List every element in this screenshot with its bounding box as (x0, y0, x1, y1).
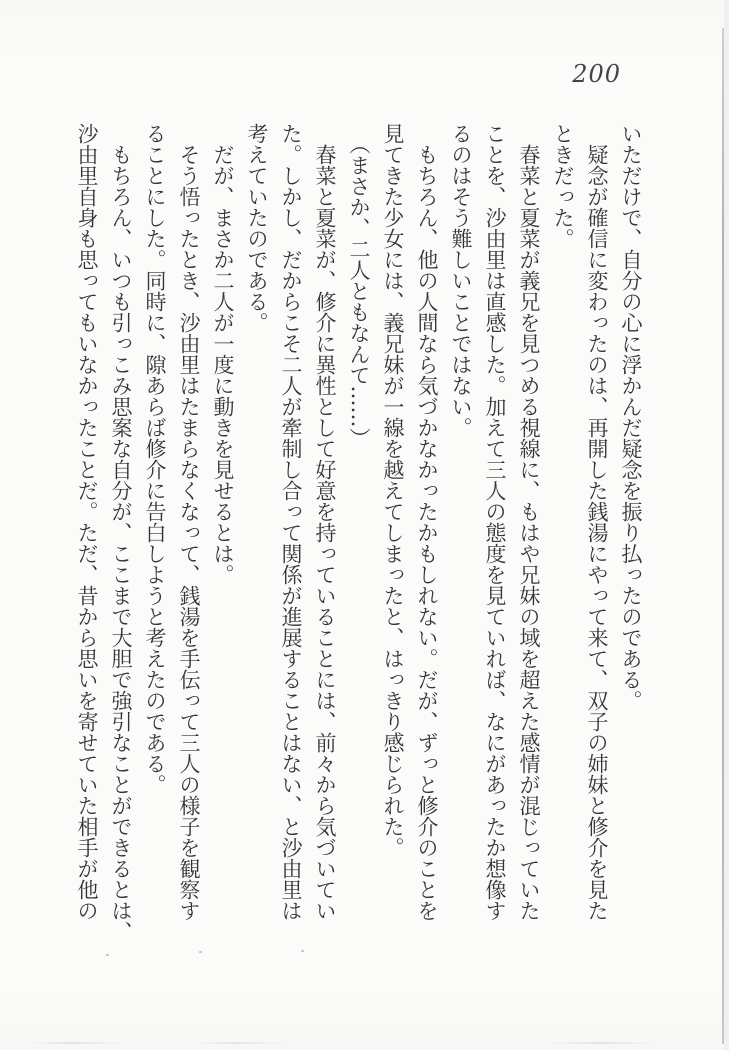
page-gutter-line (722, 28, 724, 1044)
scan-dust-speck (106, 954, 109, 956)
text-line: ときだった。 (551, 123, 575, 249)
text-line: 沙由里自身も思ってもいなかったことだ。ただ、昔から思いを寄せていた相手が他の (75, 123, 99, 921)
page-bottom-edge-shadow (30, 1042, 710, 1044)
text-line: 春菜と夏菜が、修介に異性として好意を持っていることには、前々から気づいてい (313, 123, 337, 921)
scan-dust-speck (301, 950, 304, 952)
text-line: た。しかし、だからこそ二人が牽制し合って関係が進展することはない、と沙由里は (279, 123, 303, 921)
text-line: 春菜と夏菜が義兄を見つめる視線に、もはや兄妹の域を超えた感情が混じっていた (517, 123, 541, 921)
text-line: いただけで、自分の心に浮かんだ疑念を振り払ったのである。 (619, 123, 643, 711)
text-line: るのはそう難しいことではない。 (449, 123, 473, 438)
text-line: 見てきた少女には、義兄妹が一線を越えてしまったと、はっきり感じられた。 (381, 123, 405, 858)
text-line: だが、まさか二人が一度に動きを見せるとは。 (211, 123, 235, 585)
text-line: もちろん、他の人間なら気づかなかったかもしれない。だが、ずっと修介のことを (415, 123, 439, 921)
text-line: もちろん、いつも引っこみ思案な自分が、ここまで大胆で強引なことができるとは、 (109, 123, 133, 942)
page-gutter-shading (724, 0, 729, 1050)
scan-dust-speck (199, 951, 202, 953)
text-line: 考えていたのである。 (245, 123, 269, 333)
text-line: そう悟ったとき、沙由里はたまらなくなって、銭湯を手伝って三人の様子を観察す (177, 123, 201, 921)
text-line: （まさか、二人ともなんて……） (347, 123, 371, 449)
text-line: ことを、沙由里は直感した。加えて三人の態度を見ていれば、なにがあったか想像す (483, 123, 507, 921)
text-line: ることにした。同時に、隙あらば修介に告白しようと考えたのである。 (143, 123, 167, 795)
body-text (70, 123, 648, 955)
text-line: 疑念が確信に変わったのは、再開した銭湯にやって来て、双子の姉妹と修介を見た (585, 123, 609, 921)
page-number: 200 (572, 60, 621, 88)
